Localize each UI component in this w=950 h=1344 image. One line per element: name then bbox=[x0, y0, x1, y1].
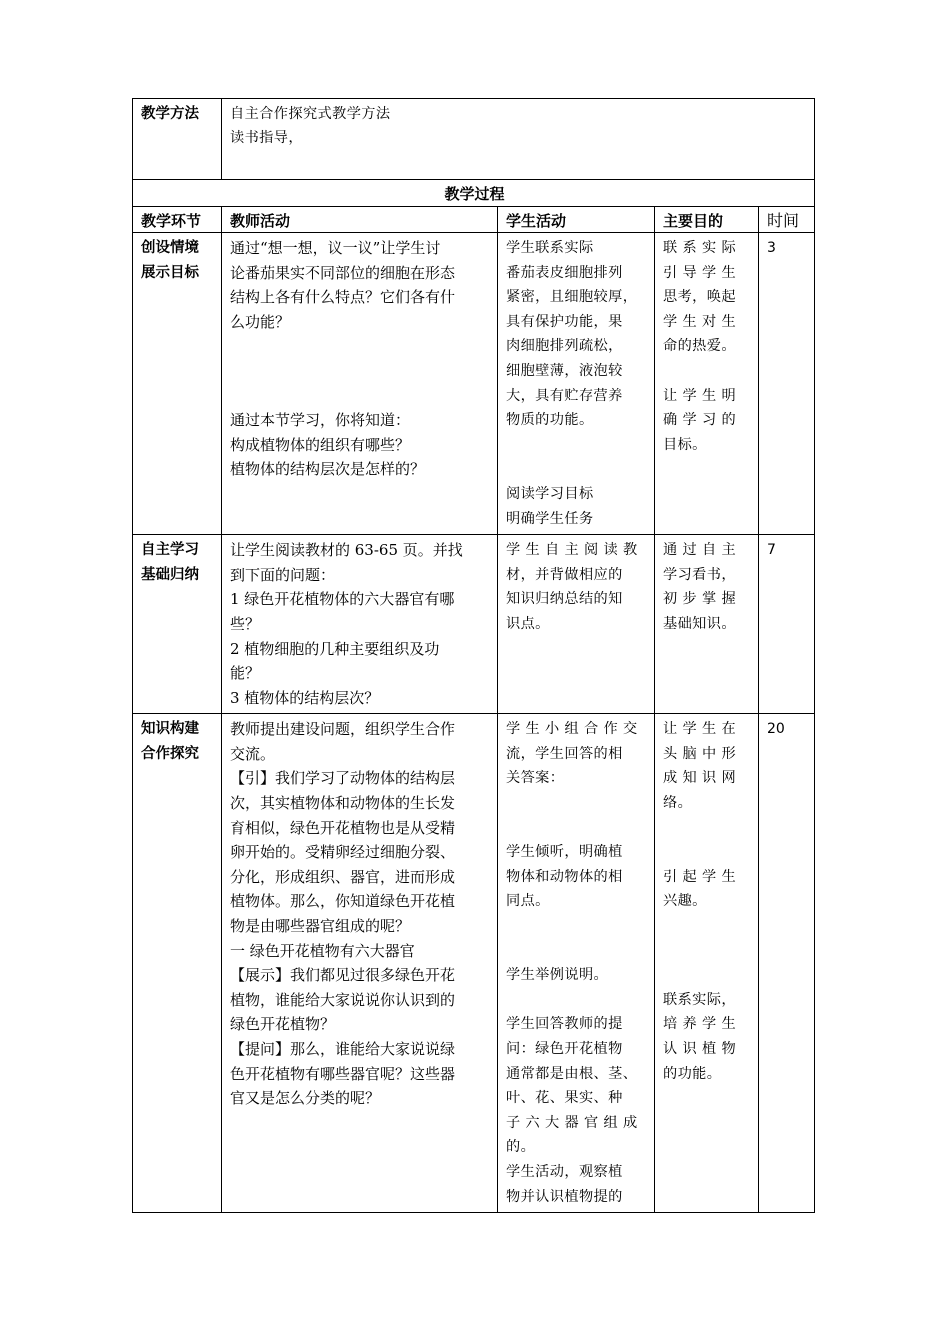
purpose-line: 初 步 掌 握 bbox=[663, 591, 737, 608]
purpose-line: 联 系 实 际 bbox=[663, 240, 737, 256]
student-line: 通常都是由根、茎、 bbox=[506, 1065, 638, 1082]
time-cell: 20 bbox=[759, 714, 815, 1213]
stage-line: 自主学习 bbox=[141, 542, 199, 559]
student-activity-cell bbox=[498, 233, 655, 535]
student-line: 问：绿色开花植物 bbox=[506, 1041, 623, 1057]
purpose-line: 让 学 生 在 bbox=[663, 721, 737, 738]
student-line: 学生举例说明。 bbox=[506, 967, 609, 984]
student-line: 叶、花、果实、种 bbox=[506, 1090, 623, 1107]
header-student: 学生活动 bbox=[498, 207, 655, 233]
student-line: 具有保护功能，果 bbox=[506, 313, 623, 330]
student-line: 大，具有贮存营养 bbox=[506, 387, 623, 404]
student-line: 物质的功能。 bbox=[506, 412, 594, 429]
teacher-line: 些？ bbox=[230, 614, 261, 633]
teacher-line: 教师提出建设问题，组织学生合作 bbox=[230, 720, 456, 739]
method-content bbox=[222, 99, 815, 180]
student-line: 的。 bbox=[506, 1139, 536, 1156]
stage-cell bbox=[133, 714, 222, 1213]
student-line: 学生联系实际 bbox=[506, 240, 594, 256]
teacher-line: 交流。 bbox=[230, 744, 276, 763]
column-header-row bbox=[133, 207, 815, 233]
purpose-line: 确 学 习 的 bbox=[663, 412, 737, 429]
purpose-line: 的功能。 bbox=[663, 1065, 722, 1082]
purpose-line: 学习看书， bbox=[663, 566, 736, 583]
teacher-line: 官又是怎么分类的呢？ bbox=[230, 1089, 381, 1108]
student-activity-cell bbox=[498, 535, 655, 714]
student-line: 流，学生回答的相 bbox=[506, 745, 623, 762]
purpose-line: 引 起 学 生 bbox=[663, 868, 737, 885]
teacher-line: 让学生阅读教材的 63-65 页。并找 bbox=[230, 541, 463, 560]
teacher-line: 育相似，绿色开花植物也是从受精 bbox=[230, 818, 456, 837]
process-title-row bbox=[133, 180, 815, 207]
teacher-line: 到下面的问题： bbox=[230, 565, 336, 584]
purpose-line: 成 知 识 网 bbox=[663, 770, 737, 787]
student-line: 学 生 小 组 合 作 交 bbox=[506, 721, 638, 738]
student-line: 肉细胞排列疏松， bbox=[506, 338, 623, 355]
stage-line: 创设情境 bbox=[141, 240, 199, 256]
teacher-line: 结构上各有什么特点？它们各有什 bbox=[230, 288, 456, 307]
lesson-plan-table-wrapper bbox=[132, 98, 814, 1213]
purpose-line: 头 脑 中 形 bbox=[663, 745, 737, 762]
teacher-activity-cell bbox=[222, 714, 498, 1213]
teacher-line: 色开花植物有哪些器官呢？这些器 bbox=[230, 1064, 456, 1083]
method-line: 自主合作探究式教学方法 bbox=[230, 106, 391, 122]
stage-line: 知识构建 bbox=[141, 721, 199, 738]
purpose-line: 引 导 学 生 bbox=[663, 264, 737, 281]
purpose-line: 目标。 bbox=[663, 436, 707, 453]
purpose-line: 学 生 对 生 bbox=[663, 313, 737, 330]
purpose-line: 基础知识。 bbox=[663, 615, 736, 632]
header-time: 时间 bbox=[759, 207, 815, 233]
method-line: 读书指导， bbox=[230, 130, 303, 146]
purpose-line: 思考，唤起 bbox=[663, 289, 736, 306]
teacher-line: 通过“想一想，议一议”让学生讨 bbox=[230, 239, 441, 257]
table-row bbox=[133, 714, 815, 1213]
teacher-line: 构成植物体的组织有哪些？ bbox=[230, 435, 411, 454]
teacher-line: 植物，谁能给大家说说你认识到的 bbox=[230, 990, 456, 1009]
student-line: 细胞壁薄，液泡较 bbox=[506, 362, 623, 379]
teacher-line: 1 绿色开花植物体的六大器官有哪 bbox=[230, 590, 455, 609]
teacher-line: 植物体的结构层次是怎样的？ bbox=[230, 460, 426, 479]
student-line: 同点。 bbox=[506, 893, 550, 910]
purpose-line: 命的热爱。 bbox=[663, 338, 736, 355]
stage-line: 基础归纳 bbox=[141, 567, 199, 584]
method-label: 教学方法 bbox=[133, 99, 222, 180]
header-stage: 教学环节 bbox=[133, 207, 222, 233]
teacher-line: 论番茄果实不同部位的细胞在形态 bbox=[230, 263, 456, 282]
teacher-line: 植物体。那么，你知道绿色开花植 bbox=[230, 892, 456, 911]
table-row bbox=[133, 233, 815, 535]
teacher-line: 【展示】我们都见过很多绿色开花 bbox=[230, 966, 456, 985]
teacher-line: 通过本节学习，你将知道： bbox=[230, 411, 411, 430]
teacher-line: 一 绿色开花植物有六大器官 bbox=[230, 941, 415, 960]
purpose-line: 联系实际， bbox=[663, 991, 736, 1008]
header-teacher: 教师活动 bbox=[222, 207, 498, 233]
purpose-cell bbox=[655, 233, 759, 535]
method-row bbox=[133, 99, 815, 180]
stage-line: 展示目标 bbox=[141, 265, 199, 281]
student-line: 物体和动物体的相 bbox=[506, 868, 623, 885]
teacher-line: 物是由哪些器官组成的呢？ bbox=[230, 917, 411, 936]
student-line: 学生回答教师的提 bbox=[506, 1016, 623, 1033]
student-line: 学生倾听，明确植 bbox=[506, 844, 623, 861]
teacher-activity-cell bbox=[222, 535, 498, 714]
teacher-activity-cell bbox=[222, 233, 498, 535]
student-line: 学 生 自 主 阅 读 教 bbox=[506, 542, 638, 559]
teacher-line: 次，其实植物体和动物体的生长发 bbox=[230, 794, 456, 813]
purpose-line: 让 学 生 明 bbox=[663, 387, 737, 404]
teacher-line: 绿色开花植物？ bbox=[230, 1015, 336, 1034]
teacher-line: 么功能？ bbox=[230, 312, 291, 331]
purpose-line: 络。 bbox=[663, 795, 693, 812]
student-line: 子 六 大 器 官 组 成 bbox=[506, 1114, 638, 1131]
purpose-line: 认 识 植 物 bbox=[663, 1041, 737, 1057]
purpose-line: 通 过 自 主 bbox=[663, 542, 737, 559]
purpose-cell bbox=[655, 714, 759, 1213]
student-line: 识点。 bbox=[506, 615, 550, 632]
student-line: 番茄表皮细胞排列 bbox=[506, 264, 623, 281]
purpose-line: 培 养 学 生 bbox=[663, 1016, 737, 1033]
teacher-line: 【引】我们学习了动物体的结构层 bbox=[230, 769, 456, 788]
student-line: 明确学生任务 bbox=[506, 510, 594, 527]
teacher-line: 分化，形成组织、器官，进而形成 bbox=[230, 867, 456, 886]
teacher-line: 2 植物细胞的几种主要组织及功 bbox=[230, 639, 440, 658]
table-row bbox=[133, 535, 815, 714]
student-line: 紧密，且细胞较厚， bbox=[506, 289, 638, 306]
student-line: 学生活动，观察植 bbox=[506, 1163, 623, 1180]
time-cell: 3 bbox=[759, 233, 815, 535]
student-line: 关答案： bbox=[506, 770, 565, 787]
teacher-line: 卵开始的。受精卵经过细胞分裂、 bbox=[230, 843, 456, 862]
lesson-plan-table bbox=[132, 98, 815, 1213]
student-line: 材，并背做相应的 bbox=[506, 566, 623, 583]
header-purpose: 主要目的 bbox=[655, 207, 759, 233]
teacher-line: 能？ bbox=[230, 664, 261, 683]
stage-cell bbox=[133, 535, 222, 714]
student-line: 阅读学习目标 bbox=[506, 485, 594, 502]
stage-cell bbox=[133, 233, 222, 535]
student-activity-cell bbox=[498, 714, 655, 1213]
process-title: 教学过程 bbox=[133, 180, 815, 207]
student-line: 物并认识植物提的 bbox=[506, 1188, 623, 1205]
teacher-line: 3 植物体的结构层次？ bbox=[230, 688, 380, 707]
stage-line: 合作探究 bbox=[141, 746, 199, 763]
teacher-line: 【提问】那么，谁能给大家说说绿 bbox=[230, 1040, 456, 1058]
time-cell: 7 bbox=[759, 535, 815, 714]
student-line: 知识归纳总结的知 bbox=[506, 591, 623, 608]
purpose-line: 兴趣。 bbox=[663, 893, 707, 910]
purpose-cell bbox=[655, 535, 759, 714]
